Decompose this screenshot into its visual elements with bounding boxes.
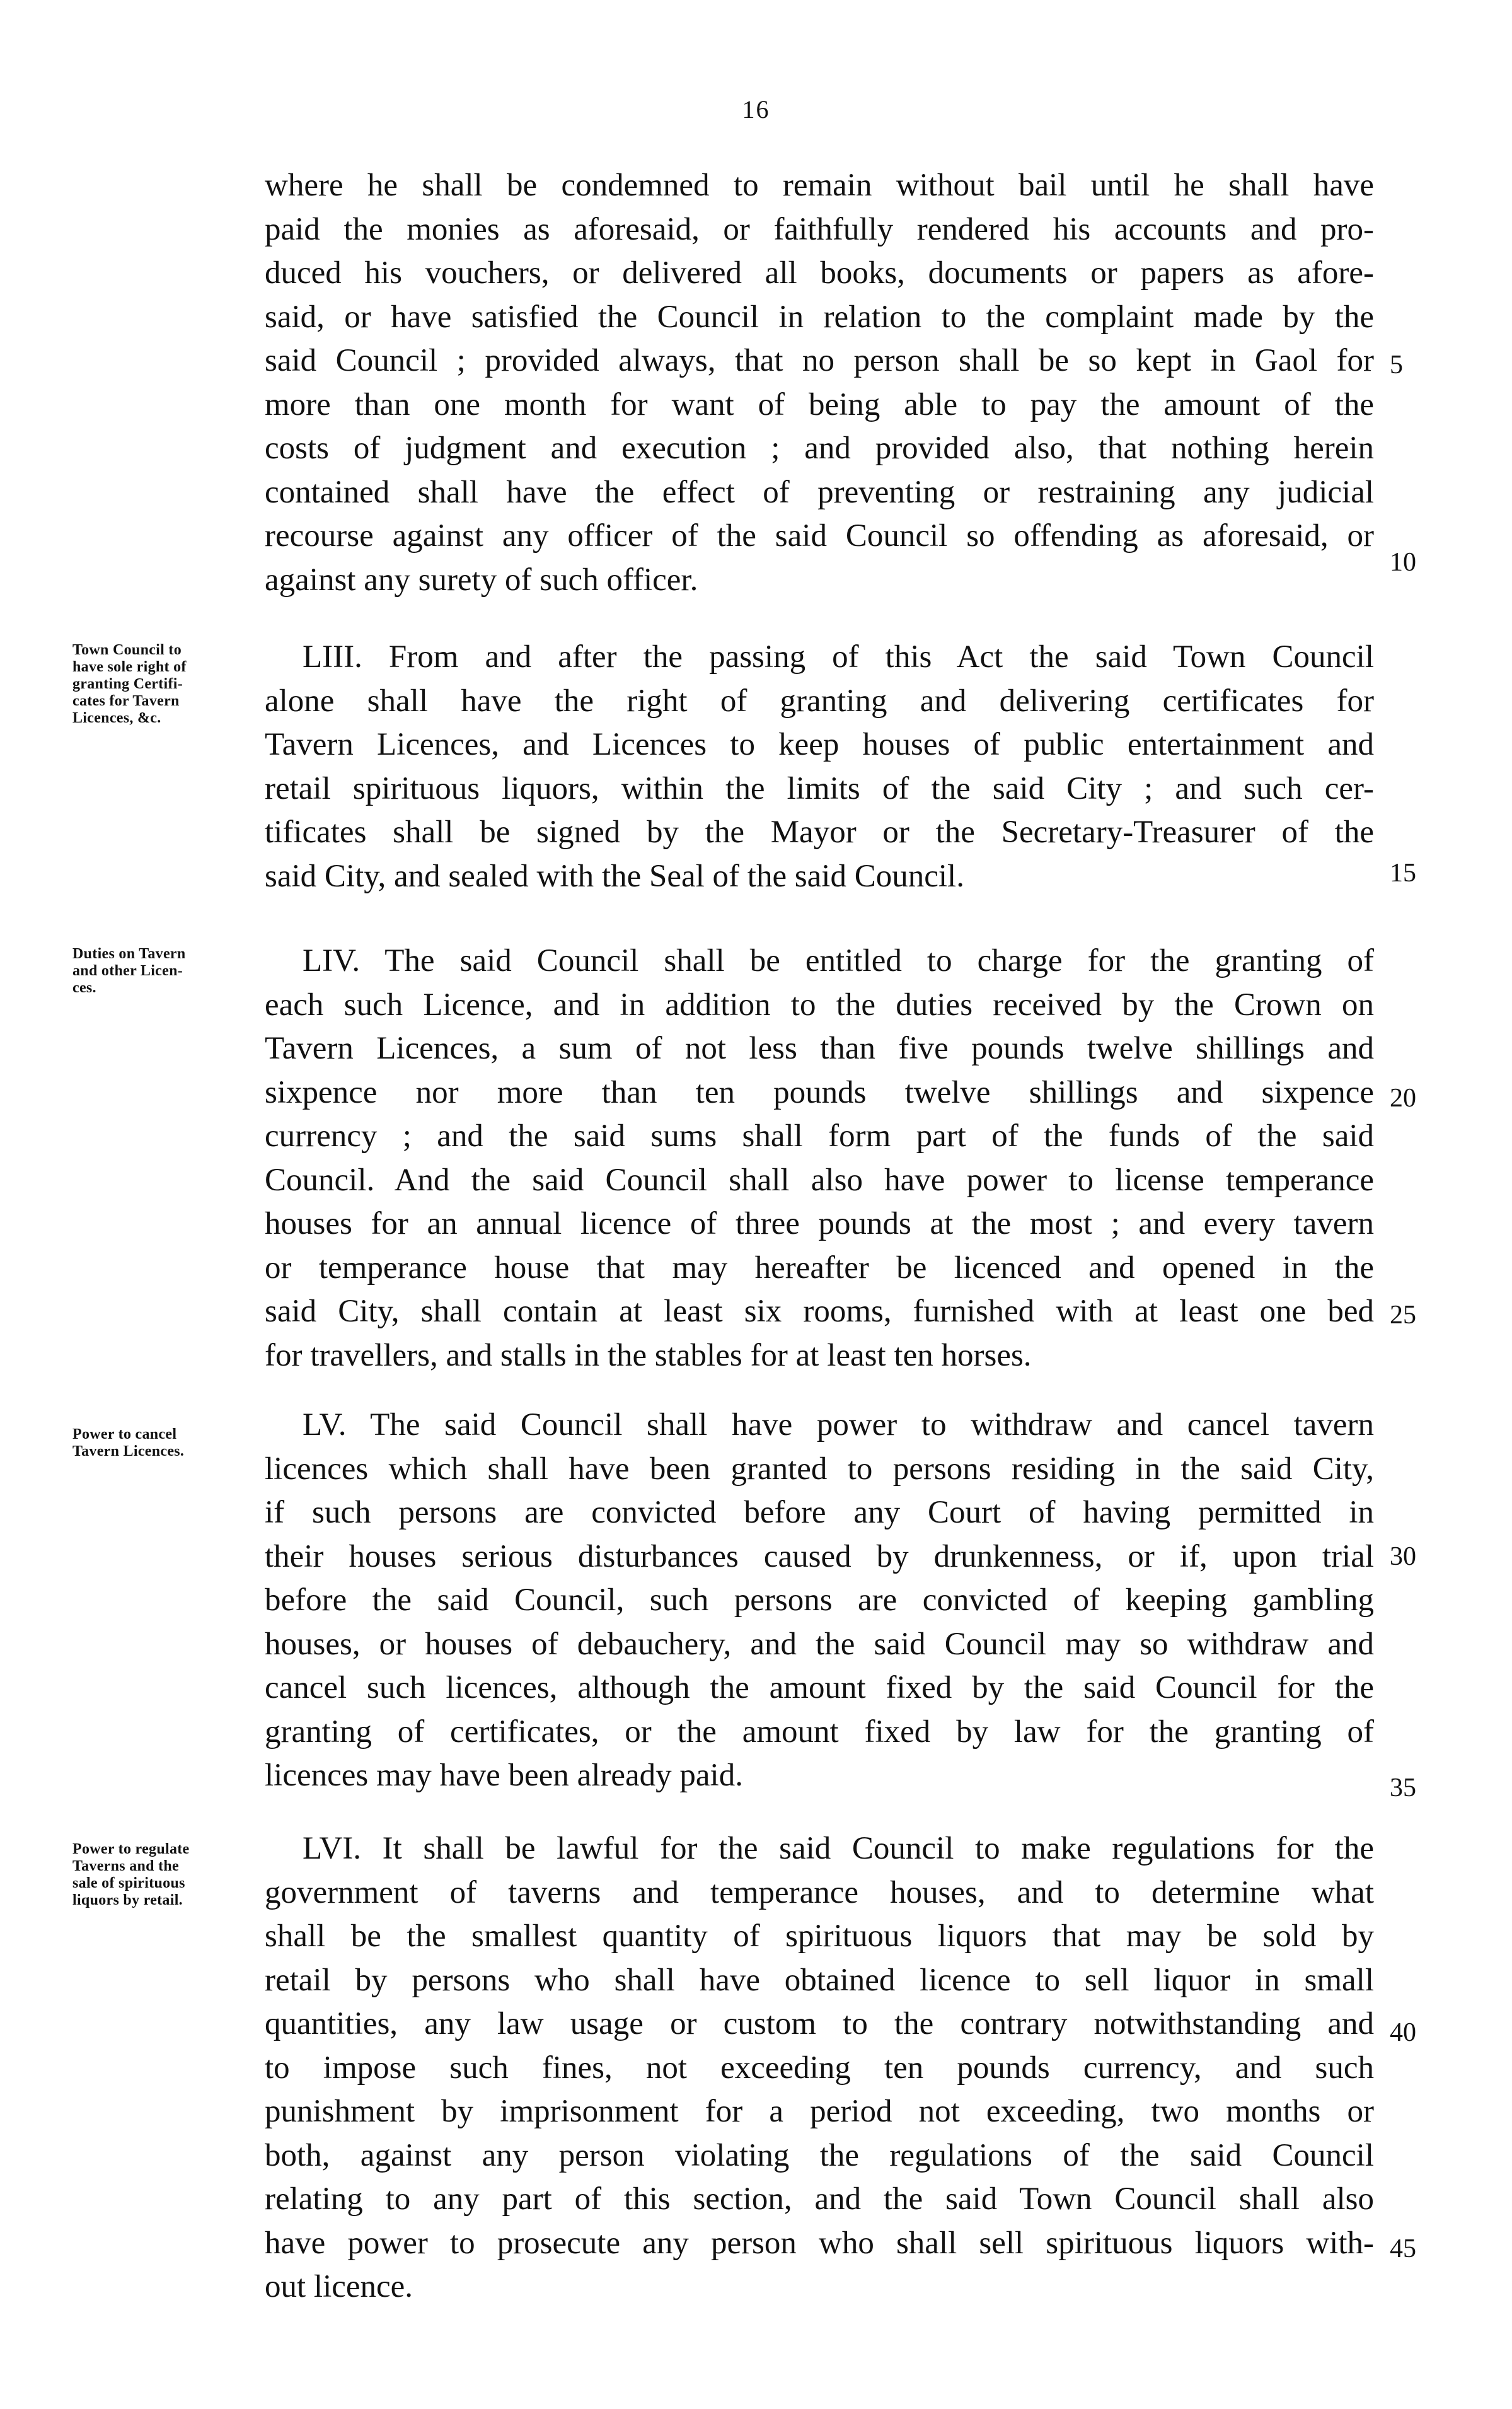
- side-note-section-55: [72, 1426, 262, 1460]
- line-number: 45: [1390, 2234, 1416, 2263]
- text-line: shall be the smallest quantity of spirituous liquors that may be sold by: [265, 1918, 1374, 1954]
- line-number: 10: [1390, 548, 1416, 577]
- text-line: Tavern Licences, and Licences to keep houses of public entertainment and: [265, 727, 1374, 762]
- text-line: where he shall be condemned to remain without bail until he shall have: [265, 168, 1374, 203]
- text-line: tificates shall be signed by the Mayor or the Secretary-Treasurer of the: [265, 815, 1374, 850]
- text-line: if such persons are convicted before any Court of having permitted in: [265, 1495, 1374, 1530]
- continuation-paragraph: [265, 164, 1374, 602]
- text-line: for travellers, and stalls in the stables for at least ten horses.: [265, 1337, 1032, 1373]
- text-line: contained shall have the effect of preventing or restraining any judicial: [265, 474, 1374, 510]
- text-line: sixpence nor more than ten pounds twelve shillings and sixpence: [265, 1074, 1374, 1110]
- side-note-line: Duties on Tavern: [72, 946, 186, 962]
- text-line: houses for an annual licence of three pounds at the most ; and every tavern: [265, 1206, 1374, 1241]
- text-line: quantities, any law usage or custom to the contrary notwithstanding and: [265, 2006, 1374, 2041]
- side-note-line: Licences, &c.: [72, 710, 161, 726]
- side-note-line: cates for Tavern: [72, 693, 180, 709]
- text-line: cancel such licences, although the amount fixed by the said Council for the: [265, 1670, 1374, 1705]
- side-note-line: Taverns and the: [72, 1858, 179, 1874]
- text-line: Tavern Licences, a sum of not less than five pounds twelve shillings and: [265, 1031, 1374, 1066]
- section-53-paragraph: [265, 636, 1374, 898]
- text-line: licences which shall have been granted to persons residing in the said City,: [265, 1451, 1374, 1487]
- text-line: or temperance house that may hereafter be licenced and opened in the: [265, 1250, 1374, 1286]
- text-line: have power to prosecute any person who shall sell spirituous liquors with-: [265, 2225, 1374, 2261]
- text-line: duced his vouchers, or delivered all books, documents or papers as afore-: [265, 255, 1374, 291]
- side-note-line: and other Licen-: [72, 963, 183, 979]
- side-note-line: Power to regulate: [72, 1841, 190, 1857]
- side-note-line: Tavern Licences.: [72, 1443, 185, 1460]
- text-line: punishment by imprisonment for a period not exceeding, two months or: [265, 2094, 1374, 2129]
- line-number: 40: [1390, 2018, 1416, 2047]
- text-line: said City, and sealed with the Seal of the said Council.: [265, 858, 964, 894]
- text-line: before the said Council, such persons are convicted of keeping gambling: [265, 1582, 1374, 1618]
- text-line: said Council ; provided always, that no person shall be so kept in Gaol for: [265, 343, 1374, 378]
- text-line: their houses serious disturbances caused by drunkenness, or if, upon trial: [265, 1538, 1374, 1574]
- text-line: retail by persons who shall have obtained licence to sell liquor in small: [265, 1962, 1374, 1998]
- text-line: houses, or houses of debauchery, and the said Council may so withdraw and: [265, 1626, 1374, 1662]
- line-number: 30: [1390, 1542, 1416, 1571]
- text-line: both, against any person violating the regulations of the said Council: [265, 2137, 1374, 2173]
- side-note-line: sale of spirituous: [72, 1875, 185, 1891]
- text-line: said, or have satisfied the Council in relation to the complaint made by the: [265, 299, 1374, 335]
- line-number: 15: [1390, 859, 1416, 888]
- page-number: 16: [742, 95, 770, 124]
- text-line: out licence.: [265, 2269, 413, 2304]
- text-line: recourse against any officer of the said Council so offending as aforesaid, or: [265, 518, 1374, 554]
- text-line: licences may have been already paid.: [265, 1758, 743, 1793]
- section-56-paragraph: [265, 1827, 1374, 2309]
- section-55-paragraph: [265, 1403, 1374, 1798]
- text-line: LVI. It shall be lawful for the said Council to make regulations for the: [303, 1831, 1374, 1866]
- side-note-line: Town Council to: [72, 642, 182, 658]
- text-line: each such Licence, and in addition to the duties received by the Crown on: [265, 987, 1374, 1023]
- text-line: LIV. The said Council shall be entitled to charge for the granting of: [303, 943, 1374, 978]
- text-line: to impose such fines, not exceeding ten pounds currency, and such: [265, 2050, 1374, 2086]
- section-54-paragraph: [265, 939, 1374, 1378]
- text-line: Council. And the said Council shall also have power to license temperance: [265, 1162, 1374, 1198]
- text-line: paid the monies as aforesaid, or faithfully rendered his accounts and pro-: [265, 211, 1374, 247]
- side-note-line: granting Certifi-: [72, 676, 183, 692]
- side-note-section-54: [72, 946, 262, 997]
- side-note-line: liquors by retail.: [72, 1892, 183, 1908]
- text-line: against any surety of such officer.: [265, 562, 698, 598]
- text-line: said City, shall contain at least six rooms, furnished with at least one bed: [265, 1294, 1374, 1329]
- side-note-section-56: [72, 1841, 262, 1909]
- text-line: relating to any part of this section, and the said Town Council shall also: [265, 2181, 1374, 2217]
- text-line: alone shall have the right of granting and delivering certificates for: [265, 683, 1374, 719]
- side-note-line: have sole right of: [72, 659, 187, 675]
- line-number: 20: [1390, 1084, 1416, 1113]
- text-line: retail spirituous liquors, within the limits of the said City ; and such cer-: [265, 770, 1374, 806]
- side-note-section-53: [72, 642, 262, 727]
- text-line: currency ; and the said sums shall form part of the funds of the said: [265, 1118, 1374, 1154]
- text-line: more than one month for want of being able to pay the amount of the: [265, 386, 1374, 422]
- line-number: 35: [1390, 1773, 1416, 1802]
- text-line: government of taverns and temperance houses, and to determine what: [265, 1874, 1374, 1910]
- text-line: granting of certificates, or the amount fixed by law for the granting of: [265, 1714, 1374, 1750]
- text-line: LV. The said Council shall have power to withdraw and cancel tavern: [303, 1407, 1374, 1442]
- side-note-line: ces.: [72, 980, 96, 996]
- text-line: LIII. From and after the passing of this Act the said Town Council: [303, 639, 1374, 675]
- text-line: costs of judgment and execution ; and provided also, that nothing herein: [265, 431, 1374, 466]
- side-note-line: Power to cancel: [72, 1426, 177, 1442]
- line-number: 5: [1390, 351, 1403, 380]
- line-number: 25: [1390, 1301, 1416, 1330]
